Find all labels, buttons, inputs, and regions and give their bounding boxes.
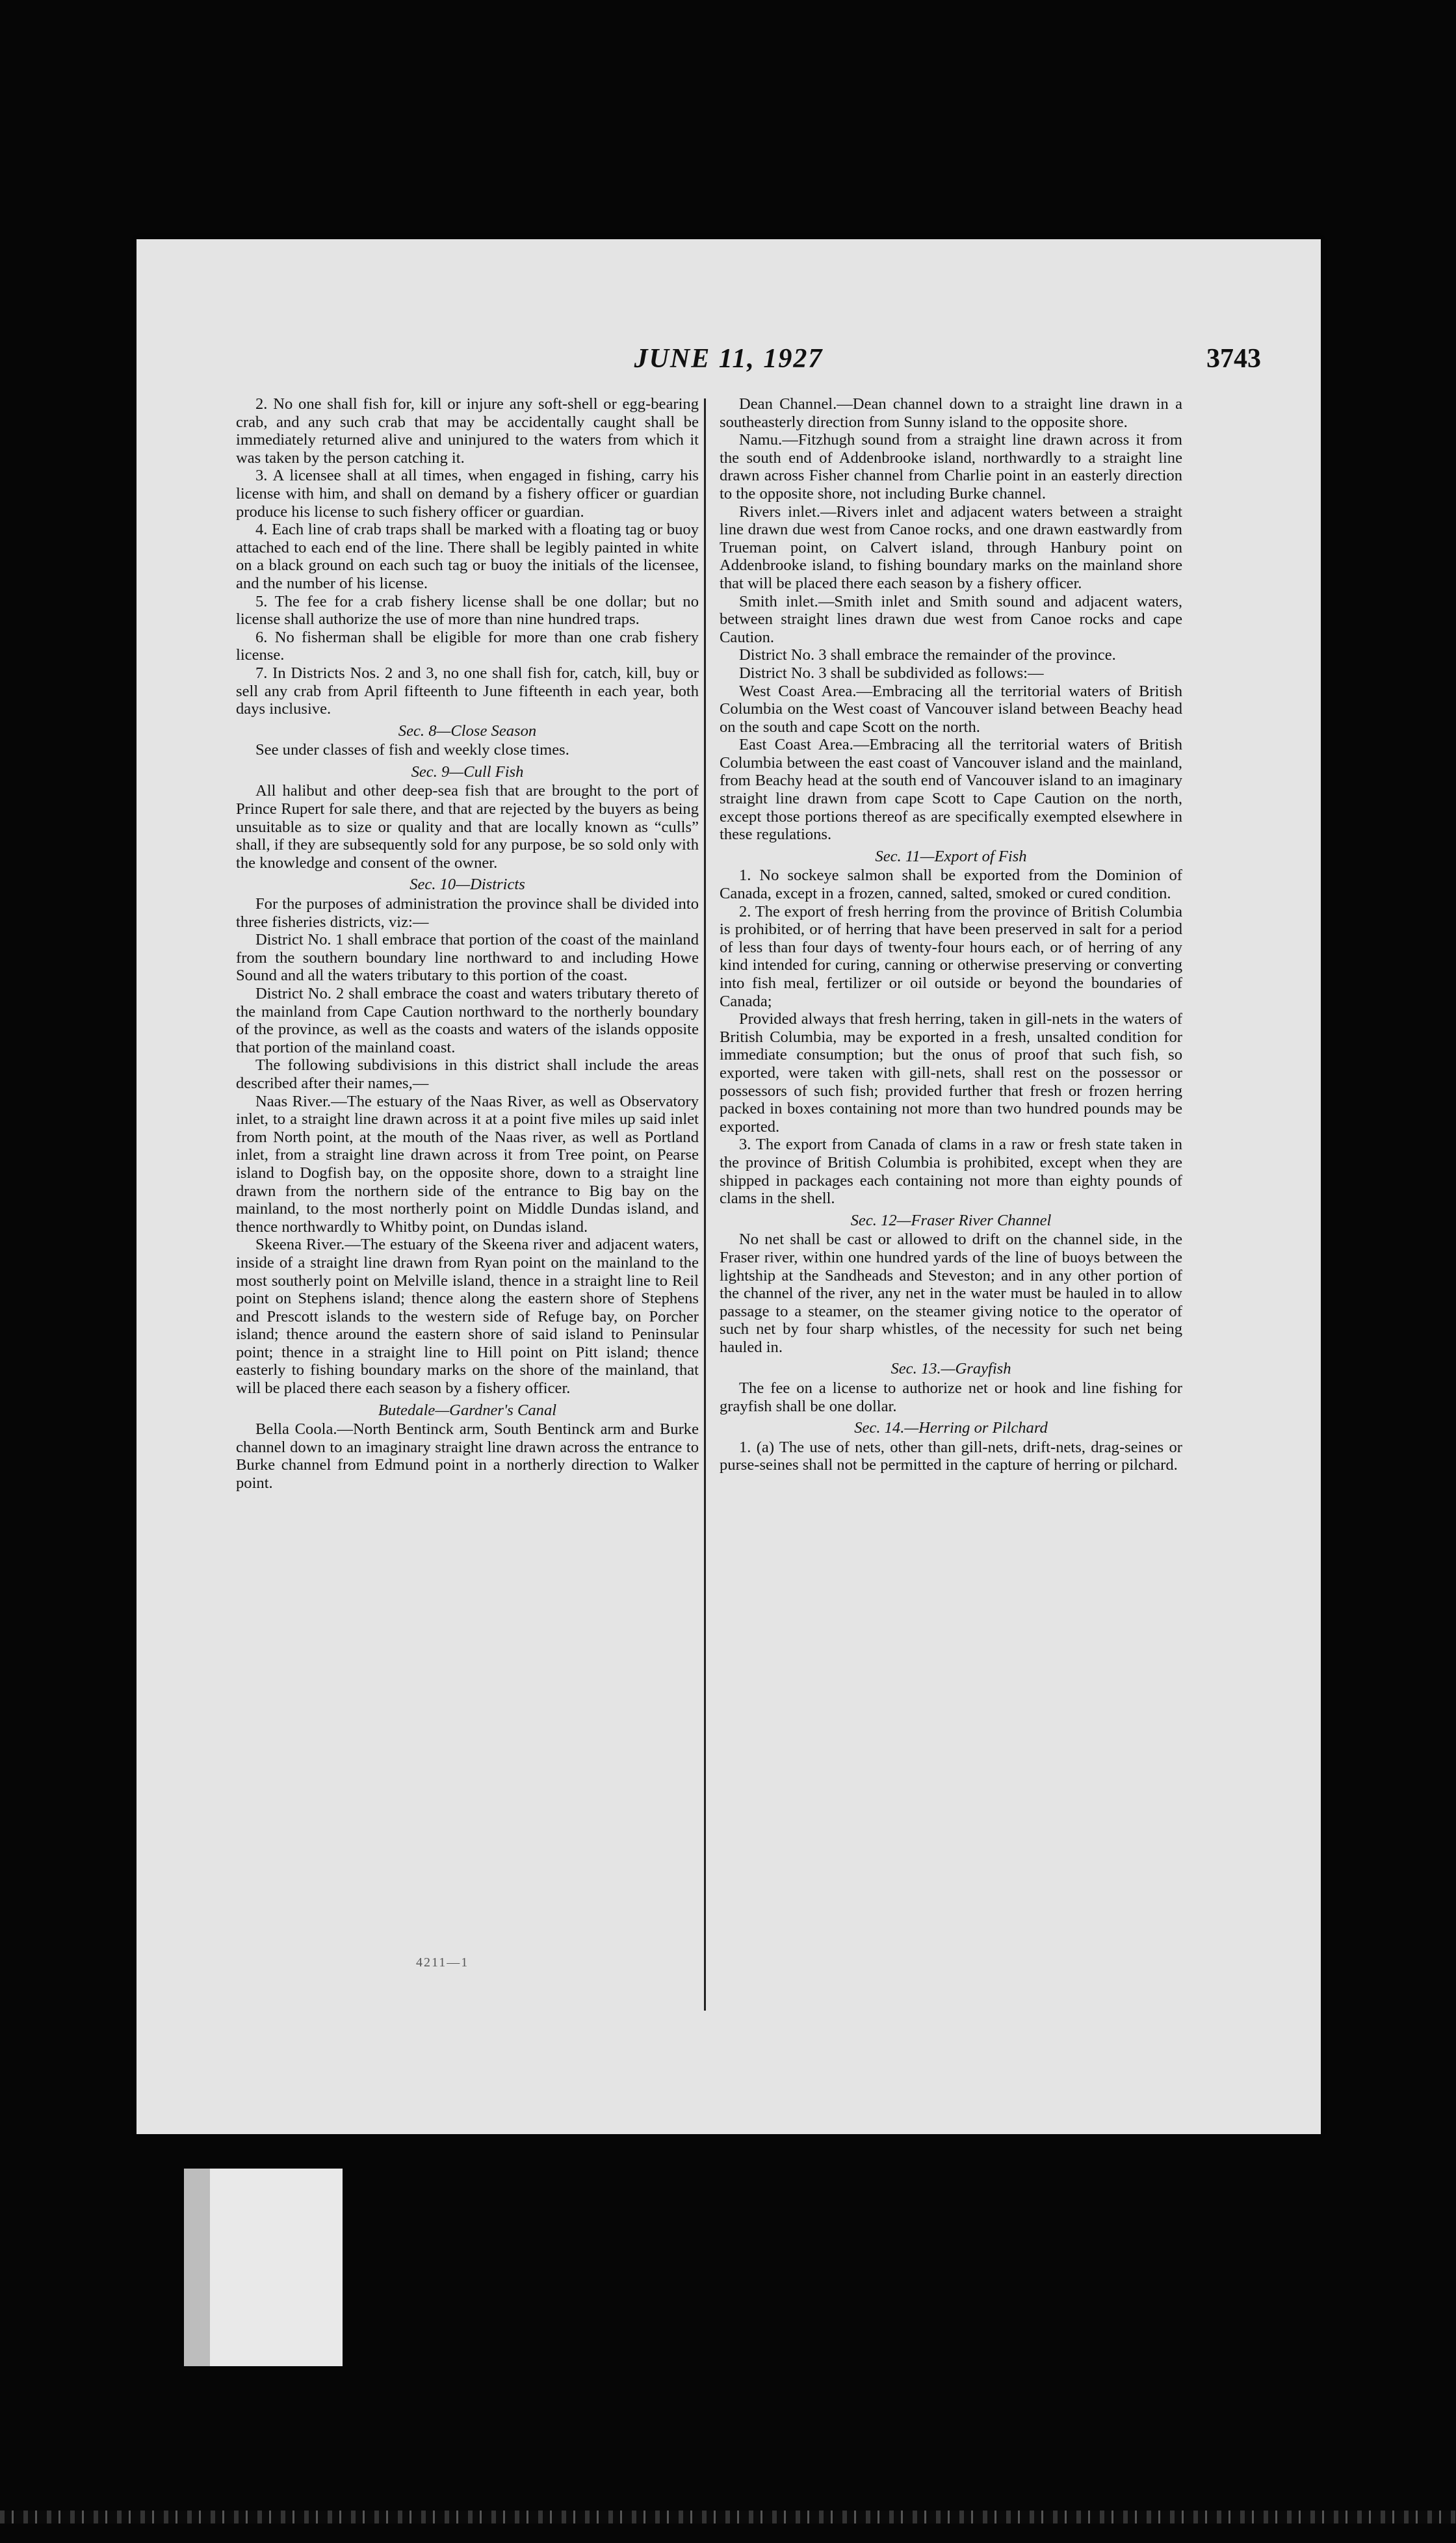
paragraph: 1. (a) The use of nets, other than gill-nets, drift-nets, drag-seines or purse-seines shall not be permitted in the capture of herring or pilchard. (720, 1438, 1182, 1474)
paragraph: 7. In Districts Nos. 2 and 3, no one shall fish for, catch, kill, buy or sell any crab from April fifteenth to June fifteenth in each year, both days inclusive. (236, 664, 699, 718)
paragraph: For the purposes of administration the province shall be divided into three fisheries districts, viz:— (236, 895, 699, 931)
paragraph: 4. Each line of crab traps shall be marked with a floating tag or buoy attached to each end of the line. There shall be legibly painted in white on a black ground on each such tag or buoy the initials of the licensee, and the number of his license. (236, 521, 699, 592)
left-column (236, 395, 699, 1493)
paragraph: Bella Coola.—North Bentinck arm, South Bentinck arm and Burke channel down to an imaginary straight line drawn across the entrance to Burke channel from Edmund point in a northerly direction to Walker point. (236, 1420, 699, 1493)
document-page (136, 239, 1321, 2134)
header-date: JUNE 11, 1927 (634, 344, 824, 374)
scan-target-tab (184, 2169, 343, 2366)
paragraph: District No. 2 shall embrace the coast and waters tributary thereto of the mainland from Cape Caution northward to the northerly boundary of the province, as well as the coasts and waters of the islands opposite that portion of the mainland coast. (236, 985, 699, 1056)
section-heading: Sec. 12—Fraser River Channel (850, 1211, 1052, 1229)
paragraph: Smith inlet.—Smith inlet and Smith sound and adjacent waters, between straight lines drawn due west from Canoe rocks and cape Caution. (720, 592, 1182, 646)
paragraph: 3. The export from Canada of clams in a raw or fresh state taken in the province of British Columbia is prohibited, except when they are shipped in packages each containing not more than eighty pounds of clams in the shell. (720, 1136, 1182, 1208)
paragraph: 1. No sockeye salmon shall be exported from the Dominion of Canada, except in a frozen, canned, salted, smoked or cured condition. (720, 867, 1182, 903)
paragraph: 3. A licensee shall at all times, when engaged in fishing, carry his license with him, and shall on demand by a fishery officer or guardian produce his license to such fishery officer or guardian. (236, 467, 699, 521)
section-heading: Sec. 8—Close Season (398, 722, 537, 740)
paragraph: 2. No one shall fish for, kill or injure any soft-shell or egg-bearing crab, and any such crab that may be accidentally caught shall be immediately returned alive and uninjured to the waters from which it was taken by the person catching it. (236, 395, 699, 467)
paragraph: 5. The fee for a crab fishery license shall be one dollar; but no license shall authorize the use of more than nine hundred traps. (236, 592, 699, 629)
section-heading: Sec. 13.—Grayfish (890, 1360, 1011, 1378)
footer-mark: 4211—1 (416, 1955, 469, 1970)
paragraph: Naas River.—The estuary of the Naas River, as well as Observatory inlet, to a straight line drawn across it at a point five miles up said inlet from North point, at the mouth of the Naas river, as well as Portland inlet, from a straight line drawn across it from Tree point, on Pearse island to Dogfish bay, on the opposite shore, down to a straight line drawn from the northern side of the entrance to Big bay on the mainland, to the most northerly point on Middle Dundas island, and thence northwardly to Whitby point, on Dundas island. (236, 1092, 699, 1236)
paragraph: Dean Channel.—Dean channel down to a straight line drawn in a southeasterly direction from Sunny island to the opposite shore. (720, 395, 1182, 431)
section-heading: Sec. 10—Districts (410, 876, 525, 894)
paragraph: 6. No fisherman shall be eligible for more than one crab fishery license. (236, 628, 699, 664)
paragraph: The following subdivisions in this district shall include the areas described after their names,— (236, 1056, 699, 1092)
paragraph: East Coast Area.—Embracing all the territorial waters of British Columbia between the east coast of Vancouver island and the mainland, from Beachy head at the south end of Vancouver island to an imaginary straight line drawn from cape Scott to Cape Caution on the north, except those portions thereof as are specifically exempted elsewhere in these regulations. (720, 736, 1182, 844)
scan-edge-strip (0, 2510, 1456, 2523)
section-heading: Butedale—Gardner's Canal (378, 1401, 557, 1419)
paragraph: The fee on a license to authorize net or hook and line fishing for grayfish shall be one dollar. (720, 1379, 1182, 1415)
paragraph: All halibut and other deep-sea fish that are brought to the port of Prince Rupert for sale there, and that are rejected by the buyers as being unsuitable as to size or quality and that are locally known as “culls” shall, if they are subsequently sold for any purpose, be so sold only with the knowledge and consent of the owner. (236, 782, 699, 872)
column-divider (704, 398, 706, 2011)
page-number: 3743 (1206, 344, 1261, 374)
paragraph: 2. The export of fresh herring from the province of British Columbia is prohibited, or of herring that have been preserved in salt for a period of less than four days of twenty-four hours each, or of herring of any kind intended for curing, canning or otherwise preserving or converting into fish meal, fertilizer or oil outside or beyond the boundaries of Canada; (720, 902, 1182, 1010)
section-heading: Sec. 14.—Herring or Pilchard (854, 1419, 1048, 1437)
scan-target-shade (184, 2169, 210, 2366)
paragraph: See under classes of fish and weekly close times. (255, 741, 569, 759)
paragraph: Skeena River.—The estuary of the Skeena river and adjacent waters, inside of a straight line drawn from Ryan point on the mainland to the most southerly point on Melville island, thence in a straight line to Reil point on Stephens island; thence along the eastern shore of Stephens and Prescott islands to the western side of Refuge bay, on Porcher island; thence around the eastern shore of said island to Peninsular point; thence in a straight line to Hill point on Pitt island; thence easterly to fishing boundary marks on the shore of the mainland, that will be placed there each season by a fishery officer. (236, 1236, 699, 1398)
paragraph: District No. 3 shall be subdivided as follows:— (739, 664, 1044, 682)
paragraph: District No. 1 shall embrace that portion of the coast of the mainland from the southern boundary line northward to and including Howe Sound and all the waters tributary to this portion of the coast. (236, 931, 699, 985)
section-heading: Sec. 11—Export of Fish (875, 847, 1027, 865)
paragraph: No net shall be cast or allowed to drift on the channel side, in the Fraser river, within one hundred yards of the line of buoys between the lightship at the Sandheads and Steveston; and in any other portion of the channel of the river, any net in the water must be hauled in to allow passage to a steamer, on the steamer giving notice to the operator of such net by four sharp whistles, of the necessity for such net being hauled in. (720, 1231, 1182, 1356)
paragraph: Rivers inlet.—Rivers inlet and adjacent waters between a straight line drawn due west from Canoe rocks, and one drawn eastwardly from Trueman point, on Calvert island, through Hanbury point on Addenbrooke island, to fishing boundary marks on the mainland shore that will be placed there each season by a fishery officer. (720, 502, 1182, 592)
paragraph: Provided always that fresh herring, taken in gill-nets in the waters of British Columbia, may be exported in a fresh, unsalted condition for immediate consumption; but the onus of proof that such fish, so exported, were taken with gill-nets, shall rest on the possessor or possessors of such fish; provided further that fresh or frozen herring packed in boxes containing not more than two hundred pounds may be exported. (720, 1010, 1182, 1136)
paragraph: District No. 3 shall embrace the remainder of the province. (739, 646, 1116, 664)
paragraph: Namu.—Fitzhugh sound from a straight line drawn across it from the south end of Addenbrooke island, northwardly to a straight line drawn across Fisher channel from Charlie point in an easterly direction to the opposite shore, not including Burke channel. (720, 431, 1182, 502)
paragraph: West Coast Area.—Embracing all the territorial waters of British Columbia on the West coast of Vancouver island between Beachy head on the south and cape Scott on the north. (720, 682, 1182, 736)
section-heading: Sec. 9—Cull Fish (411, 763, 524, 781)
right-column (720, 395, 1182, 1474)
page-header (136, 343, 1321, 389)
